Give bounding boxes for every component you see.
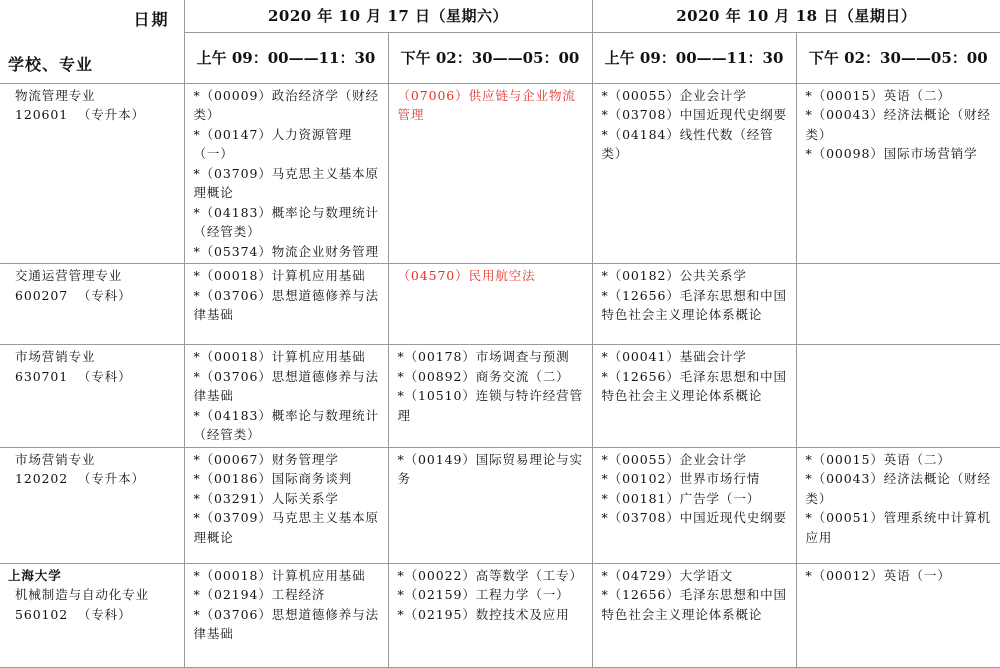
corner-header-cell — [0, 0, 184, 83]
table-row — [0, 447, 1000, 563]
day2-pm-cell — [796, 83, 1000, 264]
exam-course: *（00178）市场调查与预测 — [397, 349, 570, 364]
exam-course: *（05374）物流企业财务管理 — [193, 243, 379, 259]
exam-course: *（00182）公共关系学 — [601, 268, 747, 283]
day1-pm-cell — [388, 345, 592, 448]
exam-course-highlighted: （07006）供应链与企业物流管理 — [397, 87, 576, 122]
exam-course: *（12656）毛泽东思想和中国特色社会主义理论体系概论 — [601, 287, 787, 322]
exam-course: *（04183）概率论与数理统计（经管类） — [193, 407, 379, 442]
major-code: 630701 （专科） — [15, 368, 132, 384]
major-name: 交通运营管理专业 — [15, 268, 123, 283]
major-cell — [0, 264, 184, 345]
date-axis-label: 日期 — [133, 10, 170, 29]
major-name: 市场营销专业 — [15, 451, 96, 467]
day1-am-cell — [184, 83, 388, 264]
exam-course: *（00098）国际市场营销学 — [805, 146, 978, 161]
day2-pm-header: 下午 02：30——05：00 — [796, 32, 1000, 83]
exam-course: *（00018）计算机应用基础 — [193, 268, 366, 283]
exam-course: *（00067）财务管理学 — [193, 451, 339, 467]
day1-am-cell — [184, 345, 388, 448]
day2-date-header: 2020 年 10 月 18 日（星期日） — [592, 0, 1000, 32]
table-row — [0, 264, 1000, 345]
major-cell — [0, 447, 184, 563]
exam-course: *（04184）线性代数（经管类） — [601, 126, 774, 161]
day2-pm-cell — [796, 345, 1000, 448]
exam-course: *（03708）中国近现代史纲要 — [601, 510, 787, 525]
exam-course: *（02194）工程经济 — [193, 587, 326, 602]
day2-pm-cell — [796, 264, 1000, 345]
major-code: 120601 （专升本） — [15, 107, 145, 122]
exam-course: *（00012）英语（一） — [805, 567, 951, 583]
day1-pm-cell — [388, 447, 592, 563]
exam-course: *（00892）商务交流（二） — [397, 368, 570, 384]
day2-pm-cell — [796, 563, 1000, 667]
exam-course: *（00043）经济法概论（财经类） — [805, 471, 991, 506]
exam-course: *（00009）政治经济学（财经类） — [193, 87, 379, 122]
major-code: 600207 （专科） — [15, 287, 132, 303]
exam-course: *（02195）数控技术及应用 — [397, 606, 570, 622]
exam-course: *（03291）人际关系学 — [193, 490, 339, 506]
exam-course: *（00102）世界市场行情 — [601, 471, 761, 486]
exam-course: *（00015）英语（二） — [805, 87, 951, 103]
exam-course: *（00018）计算机应用基础 — [193, 567, 366, 583]
major-code: 120202 （专升本） — [15, 471, 145, 486]
exam-course: *（00043）经济法概论（财经类） — [805, 107, 991, 142]
table-row — [0, 563, 1000, 667]
day1-pm-cell — [388, 83, 592, 264]
exam-course: *（10510）连锁与特许经营管理 — [397, 388, 583, 423]
exam-course: *（00055）企业会计学 — [601, 87, 747, 103]
major-name: 市场营销专业 — [15, 349, 96, 364]
exam-course: *（04183）概率论与数理统计（经管类） — [193, 204, 379, 239]
exam-course: *（04729）大学语文 — [601, 567, 734, 583]
day2-am-cell — [592, 83, 796, 264]
major-name: 物流管理专业 — [15, 87, 96, 103]
day2-am-cell — [592, 563, 796, 667]
day2-pm-cell — [796, 447, 1000, 563]
exam-course: *（12656）毛泽东思想和中国特色社会主义理论体系概论 — [601, 368, 787, 403]
exam-course: *（00041）基础会计学 — [601, 349, 747, 364]
exam-course: *（03706）思想道德修养与法律基础 — [193, 368, 379, 403]
day1-date-header: 2020 年 10 月 17 日（星期六） — [184, 0, 592, 32]
exam-course: *（00186）国际商务谈判 — [193, 471, 353, 486]
exam-course: *（00055）企业会计学 — [601, 451, 747, 467]
university-name: 上海大学 — [8, 567, 62, 583]
exam-course: *（00015）英语（二） — [805, 451, 951, 467]
exam-course: *（00022）高等数学（工专） — [397, 567, 583, 583]
exam-course-highlighted: （04570）民用航空法 — [397, 268, 536, 283]
exam-course: *（00149）国际贸易理论与实务 — [397, 451, 583, 486]
exam-course: *（00147）人力资源管理（一） — [193, 126, 353, 161]
exam-course: *（03709）马克思主义基本原理概论 — [193, 510, 379, 545]
exam-course: *（12656）毛泽东思想和中国特色社会主义理论体系概论 — [601, 587, 787, 622]
day2-am-cell — [592, 264, 796, 345]
exam-course: *（03706）思想道德修养与法律基础 — [193, 606, 379, 641]
day1-am-header: 上午 09：00——11：30 — [184, 32, 388, 83]
major-cell — [0, 345, 184, 448]
day1-pm-cell — [388, 264, 592, 345]
day1-pm-cell — [388, 563, 592, 667]
major-code: 560102 （专科） — [15, 606, 132, 622]
table-row — [0, 83, 1000, 264]
day2-am-cell — [592, 345, 796, 448]
table-row — [0, 345, 1000, 448]
day1-am-cell — [184, 563, 388, 667]
exam-course: *（00181）广告学（一） — [601, 490, 761, 506]
day1-am-cell — [184, 264, 388, 345]
school-axis-label: 学校、专业 — [8, 54, 94, 74]
major-cell — [0, 563, 184, 667]
day1-am-cell — [184, 447, 388, 563]
exam-course: *（00051）管理系统中计算机应用 — [805, 510, 991, 545]
exam-course: *（00018）计算机应用基础 — [193, 349, 366, 364]
day1-pm-header: 下午 02：30——05：00 — [388, 32, 592, 83]
exam-course: *（02159）工程力学（一） — [397, 587, 570, 602]
exam-course: *（03706）思想道德修养与法律基础 — [193, 287, 379, 322]
day2-am-cell — [592, 447, 796, 563]
day2-am-header: 上午 09：00——11：30 — [592, 32, 796, 83]
major-name: 机械制造与自动化专业 — [15, 587, 150, 602]
major-cell — [0, 83, 184, 264]
exam-course: *（03708）中国近现代史纲要 — [601, 107, 787, 122]
exam-course: *（03709）马克思主义基本原理概论 — [193, 165, 379, 200]
